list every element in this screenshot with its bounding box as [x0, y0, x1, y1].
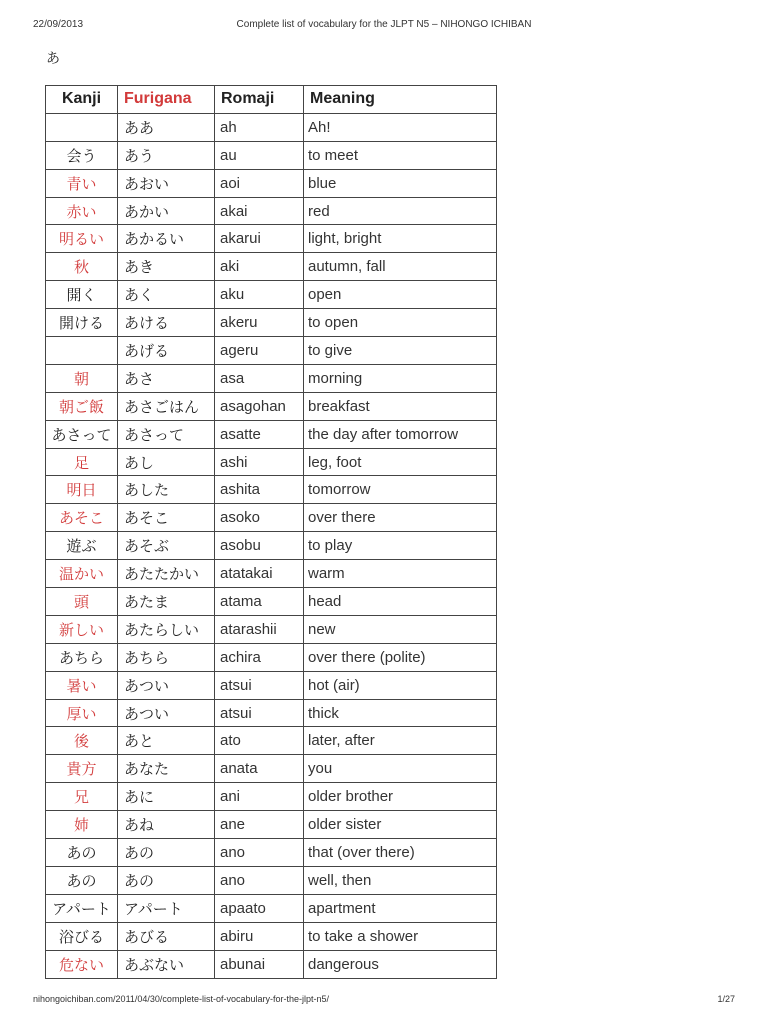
kanji-cell — [46, 113, 118, 141]
meaning-cell: to open — [304, 309, 497, 337]
table-row — [46, 755, 497, 783]
table-row — [46, 615, 497, 643]
kanji-cell: 朝 — [46, 364, 118, 392]
meaning-cell: thick — [304, 699, 497, 727]
furigana-cell: あさ — [118, 364, 215, 392]
meaning-cell: to meet — [304, 141, 497, 169]
meaning-cell: that (over there) — [304, 839, 497, 867]
table-row — [46, 894, 497, 922]
romaji-cell: aki — [215, 253, 304, 281]
furigana-cell: あと — [118, 727, 215, 755]
print-date: 22/09/2013 — [33, 19, 84, 30]
table-row — [46, 866, 497, 894]
meaning-cell: light, bright — [304, 225, 497, 253]
kanji-cell: 明るい — [46, 225, 118, 253]
table-row — [46, 922, 497, 950]
meaning-cell: open — [304, 281, 497, 309]
meaning-cell: to play — [304, 532, 497, 560]
meaning-cell: later, after — [304, 727, 497, 755]
table-row — [46, 309, 497, 337]
table-row — [46, 337, 497, 365]
table-row — [46, 364, 497, 392]
meaning-cell: blue — [304, 169, 497, 197]
romaji-cell: aoi — [215, 169, 304, 197]
romaji-cell: asagohan — [215, 392, 304, 420]
meaning-cell: dangerous — [304, 950, 497, 978]
kanji-cell: 会う — [46, 141, 118, 169]
table-row — [46, 169, 497, 197]
romaji-cell: asatte — [215, 420, 304, 448]
table-row — [46, 141, 497, 169]
furigana-cell: あそこ — [118, 504, 215, 532]
kanji-cell: 暑い — [46, 671, 118, 699]
meaning-cell: you — [304, 755, 497, 783]
kanji-cell: 頭 — [46, 588, 118, 616]
meaning-cell: leg, foot — [304, 448, 497, 476]
furigana-cell: あう — [118, 141, 215, 169]
romaji-cell: abunai — [215, 950, 304, 978]
table-row — [46, 253, 497, 281]
kanji-cell: 危ない — [46, 950, 118, 978]
romaji-cell: akarui — [215, 225, 304, 253]
table-row — [46, 699, 497, 727]
kanji-cell — [46, 337, 118, 365]
table-row — [46, 671, 497, 699]
kanji-cell: 明日 — [46, 476, 118, 504]
table-row — [46, 113, 497, 141]
table-body — [46, 113, 497, 978]
meaning-cell: over there (polite) — [304, 643, 497, 671]
romaji-cell: aku — [215, 281, 304, 309]
kanji-cell: 開ける — [46, 309, 118, 337]
table-row — [46, 197, 497, 225]
romaji-cell: asa — [215, 364, 304, 392]
table-row — [46, 448, 497, 476]
table-row — [46, 532, 497, 560]
kanji-cell: 秋 — [46, 253, 118, 281]
meaning-cell: Ah! — [304, 113, 497, 141]
meaning-cell: head — [304, 588, 497, 616]
kanji-cell: 遊ぶ — [46, 532, 118, 560]
meaning-cell: new — [304, 615, 497, 643]
kanji-cell: あさって — [46, 420, 118, 448]
romaji-cell: asoko — [215, 504, 304, 532]
romaji-cell: atarashii — [215, 615, 304, 643]
table-row — [46, 420, 497, 448]
table-row — [46, 588, 497, 616]
table-row — [46, 392, 497, 420]
table-row — [46, 643, 497, 671]
romaji-cell: ano — [215, 866, 304, 894]
meaning-cell: autumn, fall — [304, 253, 497, 281]
page-title: Complete list of vocabulary for the JLPT N5 – NIHONGO ICHIBAN — [236, 19, 532, 30]
meaning-cell: to give — [304, 337, 497, 365]
furigana-cell: アパート — [118, 894, 215, 922]
furigana-cell: あそぶ — [118, 532, 215, 560]
table-row — [46, 811, 497, 839]
romaji-cell: akeru — [215, 309, 304, 337]
table-row — [46, 476, 497, 504]
romaji-cell: ane — [215, 811, 304, 839]
vocabulary-table — [45, 85, 497, 979]
kanji-cell: 温かい — [46, 560, 118, 588]
meaning-cell: older brother — [304, 783, 497, 811]
kanji-cell: 朝ご飯 — [46, 392, 118, 420]
meaning-cell: apartment — [304, 894, 497, 922]
furigana-cell: あし — [118, 448, 215, 476]
page-number: 1/27 — [717, 994, 735, 1004]
romaji-cell: ah — [215, 113, 304, 141]
kanji-cell: 新しい — [46, 615, 118, 643]
meaning-cell: hot (air) — [304, 671, 497, 699]
furigana-cell: あげる — [118, 337, 215, 365]
furigana-cell: あさって — [118, 420, 215, 448]
furigana-cell: あかるい — [118, 225, 215, 253]
furigana-cell: あの — [118, 839, 215, 867]
romaji-cell: apaato — [215, 894, 304, 922]
kanji-cell: 開く — [46, 281, 118, 309]
meaning-cell: warm — [304, 560, 497, 588]
romaji-cell: abiru — [215, 922, 304, 950]
furigana-cell: あたらしい — [118, 615, 215, 643]
furigana-cell: あさごはん — [118, 392, 215, 420]
furigana-cell: あね — [118, 811, 215, 839]
furigana-cell: あの — [118, 866, 215, 894]
furigana-cell: あく — [118, 281, 215, 309]
furigana-cell: あき — [118, 253, 215, 281]
furigana-cell: あぶない — [118, 950, 215, 978]
furigana-cell: あびる — [118, 922, 215, 950]
column-header-romaji: Romaji — [215, 86, 304, 114]
table-row — [46, 281, 497, 309]
furigana-cell: あける — [118, 309, 215, 337]
meaning-cell: red — [304, 197, 497, 225]
kanji-cell: 兄 — [46, 783, 118, 811]
furigana-cell: あかい — [118, 197, 215, 225]
romaji-cell: ageru — [215, 337, 304, 365]
table-row — [46, 504, 497, 532]
romaji-cell: atsui — [215, 699, 304, 727]
kanji-cell: アパート — [46, 894, 118, 922]
furigana-cell: あおい — [118, 169, 215, 197]
kanji-cell: 姉 — [46, 811, 118, 839]
meaning-cell: over there — [304, 504, 497, 532]
meaning-cell: tomorrow — [304, 476, 497, 504]
furigana-cell: ああ — [118, 113, 215, 141]
romaji-cell: au — [215, 141, 304, 169]
furigana-cell: あつい — [118, 671, 215, 699]
romaji-cell: anata — [215, 755, 304, 783]
meaning-cell: morning — [304, 364, 497, 392]
romaji-cell: atsui — [215, 671, 304, 699]
kanji-cell: 青い — [46, 169, 118, 197]
table-row — [46, 727, 497, 755]
table-row — [46, 560, 497, 588]
kanji-cell: あの — [46, 839, 118, 867]
kanji-cell: あそこ — [46, 504, 118, 532]
furigana-cell: あした — [118, 476, 215, 504]
kanji-cell: 厚い — [46, 699, 118, 727]
furigana-cell: あたま — [118, 588, 215, 616]
meaning-cell: the day after tomorrow — [304, 420, 497, 448]
section-heading: あ — [46, 50, 60, 66]
kanji-cell: 後 — [46, 727, 118, 755]
table-row — [46, 225, 497, 253]
footer-url: nihongoichiban.com/2011/04/30/complete-list-of-vocabulary-for-the-jlpt-n5/ — [33, 994, 329, 1004]
kanji-cell: 足 — [46, 448, 118, 476]
furigana-cell: あなた — [118, 755, 215, 783]
kanji-cell: あちら — [46, 643, 118, 671]
furigana-cell: あに — [118, 783, 215, 811]
romaji-cell: atama — [215, 588, 304, 616]
column-header-meaning: Meaning — [304, 86, 497, 114]
kanji-cell: 貴方 — [46, 755, 118, 783]
romaji-cell: ashi — [215, 448, 304, 476]
romaji-cell: asobu — [215, 532, 304, 560]
table-row — [46, 839, 497, 867]
table-header-row — [46, 86, 497, 114]
meaning-cell: to take a shower — [304, 922, 497, 950]
furigana-cell: あたたかい — [118, 560, 215, 588]
furigana-cell: あちら — [118, 643, 215, 671]
table-row — [46, 783, 497, 811]
table-row — [46, 950, 497, 978]
furigana-cell: あつい — [118, 699, 215, 727]
column-header-furigana: Furigana — [118, 86, 215, 114]
meaning-cell: breakfast — [304, 392, 497, 420]
romaji-cell: atatakai — [215, 560, 304, 588]
romaji-cell: ano — [215, 839, 304, 867]
meaning-cell: older sister — [304, 811, 497, 839]
romaji-cell: achira — [215, 643, 304, 671]
kanji-cell: あの — [46, 866, 118, 894]
romaji-cell: ato — [215, 727, 304, 755]
column-header-kanji: Kanji — [46, 86, 118, 114]
romaji-cell: ashita — [215, 476, 304, 504]
kanji-cell: 赤い — [46, 197, 118, 225]
kanji-cell: 浴びる — [46, 922, 118, 950]
romaji-cell: akai — [215, 197, 304, 225]
romaji-cell: ani — [215, 783, 304, 811]
meaning-cell: well, then — [304, 866, 497, 894]
